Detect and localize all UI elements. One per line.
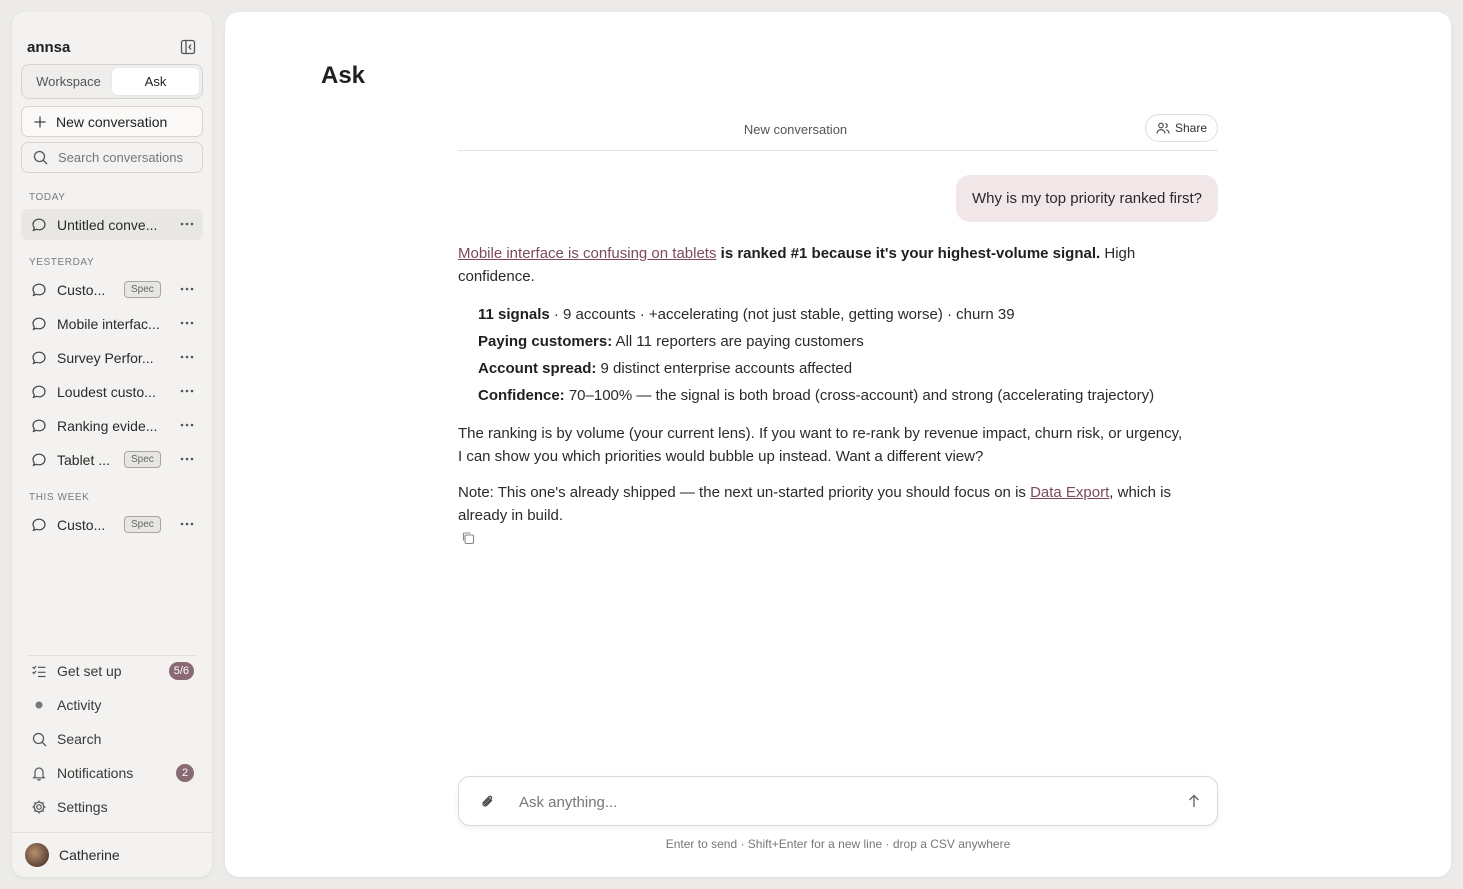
section-this-week: THIS WEEK (29, 492, 90, 503)
chat-bubble-icon (31, 282, 47, 298)
conversation-item[interactable] (21, 509, 203, 540)
nav-notifications-label: Notifications (57, 765, 134, 781)
more-options-icon[interactable] (179, 417, 195, 433)
nav-get-set-up-label: Get set up (57, 663, 122, 679)
copy-icon[interactable] (461, 531, 475, 545)
spec-tag: Spec (124, 451, 161, 468)
list-item (478, 355, 1188, 382)
send-arrow-icon[interactable] (1185, 792, 1203, 810)
conversation-header (458, 117, 1218, 151)
more-options-icon[interactable] (179, 349, 195, 365)
list-item (478, 382, 1188, 409)
search-conversations-placeholder: Search conversations (58, 150, 184, 165)
conversation-label: Ranking evide... (57, 417, 158, 434)
conversation-item[interactable] (21, 274, 203, 305)
tab-ask[interactable]: Ask (112, 68, 199, 95)
nav-settings[interactable] (21, 792, 203, 822)
detail-value: · 9 accounts · +accelerating (not just stable, getting worse) · churn 39 (549, 306, 1015, 323)
main-panel (225, 12, 1451, 877)
message-composer (458, 776, 1218, 826)
note-suffix: , which is already in build. (458, 484, 1171, 524)
chat-bubble-icon (31, 452, 47, 468)
detail-key: Account spread: (478, 360, 597, 377)
setup-progress-badge: 5/6 (169, 662, 194, 680)
chat-bubble-icon (31, 418, 47, 434)
user-name: Catherine (59, 847, 120, 863)
gear-icon (31, 799, 47, 815)
search-icon (31, 731, 47, 747)
nav-search[interactable] (21, 724, 203, 754)
sidebar (12, 12, 212, 877)
conversation-label: Tablet ... (57, 451, 110, 468)
new-conversation-label: New conversation (56, 113, 168, 130)
answer-confidence-text: High confidence. (458, 245, 1136, 285)
sidebar-collapse-icon[interactable] (179, 38, 197, 56)
nav-search-label: Search (57, 731, 102, 747)
more-options-icon[interactable] (179, 315, 195, 331)
conversation-item[interactable] (21, 376, 203, 407)
nav-activity-label: Activity (57, 697, 102, 713)
share-button[interactable] (1145, 114, 1218, 142)
answer-bold-text: is ranked #1 because it's your highest-volume signal. (716, 245, 1101, 262)
nav-activity[interactable] (21, 690, 203, 720)
conversation-label: Mobile interfac... (57, 315, 160, 332)
chat-bubble-icon (31, 384, 47, 400)
answer-note (458, 481, 1188, 527)
activity-dot-icon (31, 697, 47, 713)
share-label: Share (1174, 121, 1207, 135)
data-export-link[interactable]: Data Export (1030, 484, 1110, 501)
user-message: Why is my top priority ranked first? (956, 175, 1218, 222)
list-item (478, 301, 1188, 328)
tab-workspace[interactable]: Workspace (36, 74, 101, 89)
search-conversations-input[interactable] (21, 142, 203, 173)
composer-hint: Enter to send · Shift+Enter for a new line · drop a CSV anywhere (665, 837, 1011, 851)
brand-name: annsa (27, 39, 71, 56)
conversation-label: Loudest custo... (57, 383, 156, 400)
chat-bubble-icon (31, 517, 47, 533)
conversation-title: New conversation (743, 122, 848, 137)
nav-notifications[interactable] (21, 758, 203, 788)
more-options-icon[interactable] (179, 516, 195, 532)
conversation-label: Custo... (57, 516, 106, 533)
detail-value: 70–100% — the signal is both broad (cross-account) and strong (accelerating trajectory) (564, 387, 1155, 404)
more-options-icon[interactable] (179, 281, 195, 297)
checklist-icon (31, 663, 47, 679)
conversation-item[interactable] (21, 444, 203, 475)
more-options-icon[interactable] (179, 383, 195, 399)
conversation-label: Survey Perfor... (57, 349, 154, 366)
assistant-answer (458, 242, 1188, 540)
conversation-label: Untitled conve... (57, 216, 158, 233)
section-yesterday: YESTERDAY (29, 257, 95, 268)
plus-icon (34, 116, 46, 128)
new-conversation-button[interactable] (21, 106, 203, 137)
detail-value: All 11 reporters are paying customers (612, 333, 864, 350)
list-item (478, 328, 1188, 355)
spec-tag: Spec (124, 281, 161, 298)
priority-link[interactable]: Mobile interface is confusing on tablets (458, 245, 717, 262)
detail-value: 9 distinct enterprise accounts affected (596, 360, 853, 377)
users-icon (1156, 121, 1170, 135)
chat-bubble-icon (31, 217, 47, 233)
user-profile[interactable] (12, 832, 212, 877)
mode-switch (21, 64, 203, 99)
conversation-item[interactable] (21, 209, 203, 240)
spec-tag: Spec (124, 516, 161, 533)
detail-key: 11 signals (478, 306, 550, 323)
ask-input[interactable] (519, 789, 1159, 815)
paperclip-icon[interactable] (479, 793, 497, 811)
avatar (25, 843, 49, 867)
nav-settings-label: Settings (57, 799, 108, 815)
nav-get-set-up[interactable] (21, 656, 203, 686)
section-today: TODAY (29, 192, 66, 203)
search-icon (33, 150, 48, 165)
conversation-item[interactable] (21, 410, 203, 441)
note-text: Note: This one's already shipped — the next un-started priority you should focus on is (458, 484, 1031, 501)
more-options-icon[interactable] (179, 451, 195, 467)
bell-icon (31, 765, 47, 781)
conversation-label: Custo... (57, 281, 106, 298)
answer-intro (458, 242, 1188, 288)
chat-bubble-icon (31, 350, 47, 366)
page-title: Ask (321, 62, 366, 89)
conversation-item[interactable] (21, 308, 203, 339)
notifications-count-badge: 2 (176, 764, 194, 782)
answer-paragraph: The ranking is by volume (your current lens). If you want to re-rank by revenue impact, churn risk, or urgency, I can show you which priorities would bubble up instead. Want a different view? (458, 425, 1183, 465)
detail-key: Paying customers: (478, 333, 613, 350)
detail-key: Confidence: (478, 387, 565, 404)
conversation-item[interactable] (21, 342, 203, 373)
answer-details-list (478, 301, 1188, 409)
brand-row (27, 36, 197, 60)
chat-bubble-icon (31, 316, 47, 332)
more-options-icon[interactable] (179, 216, 195, 232)
